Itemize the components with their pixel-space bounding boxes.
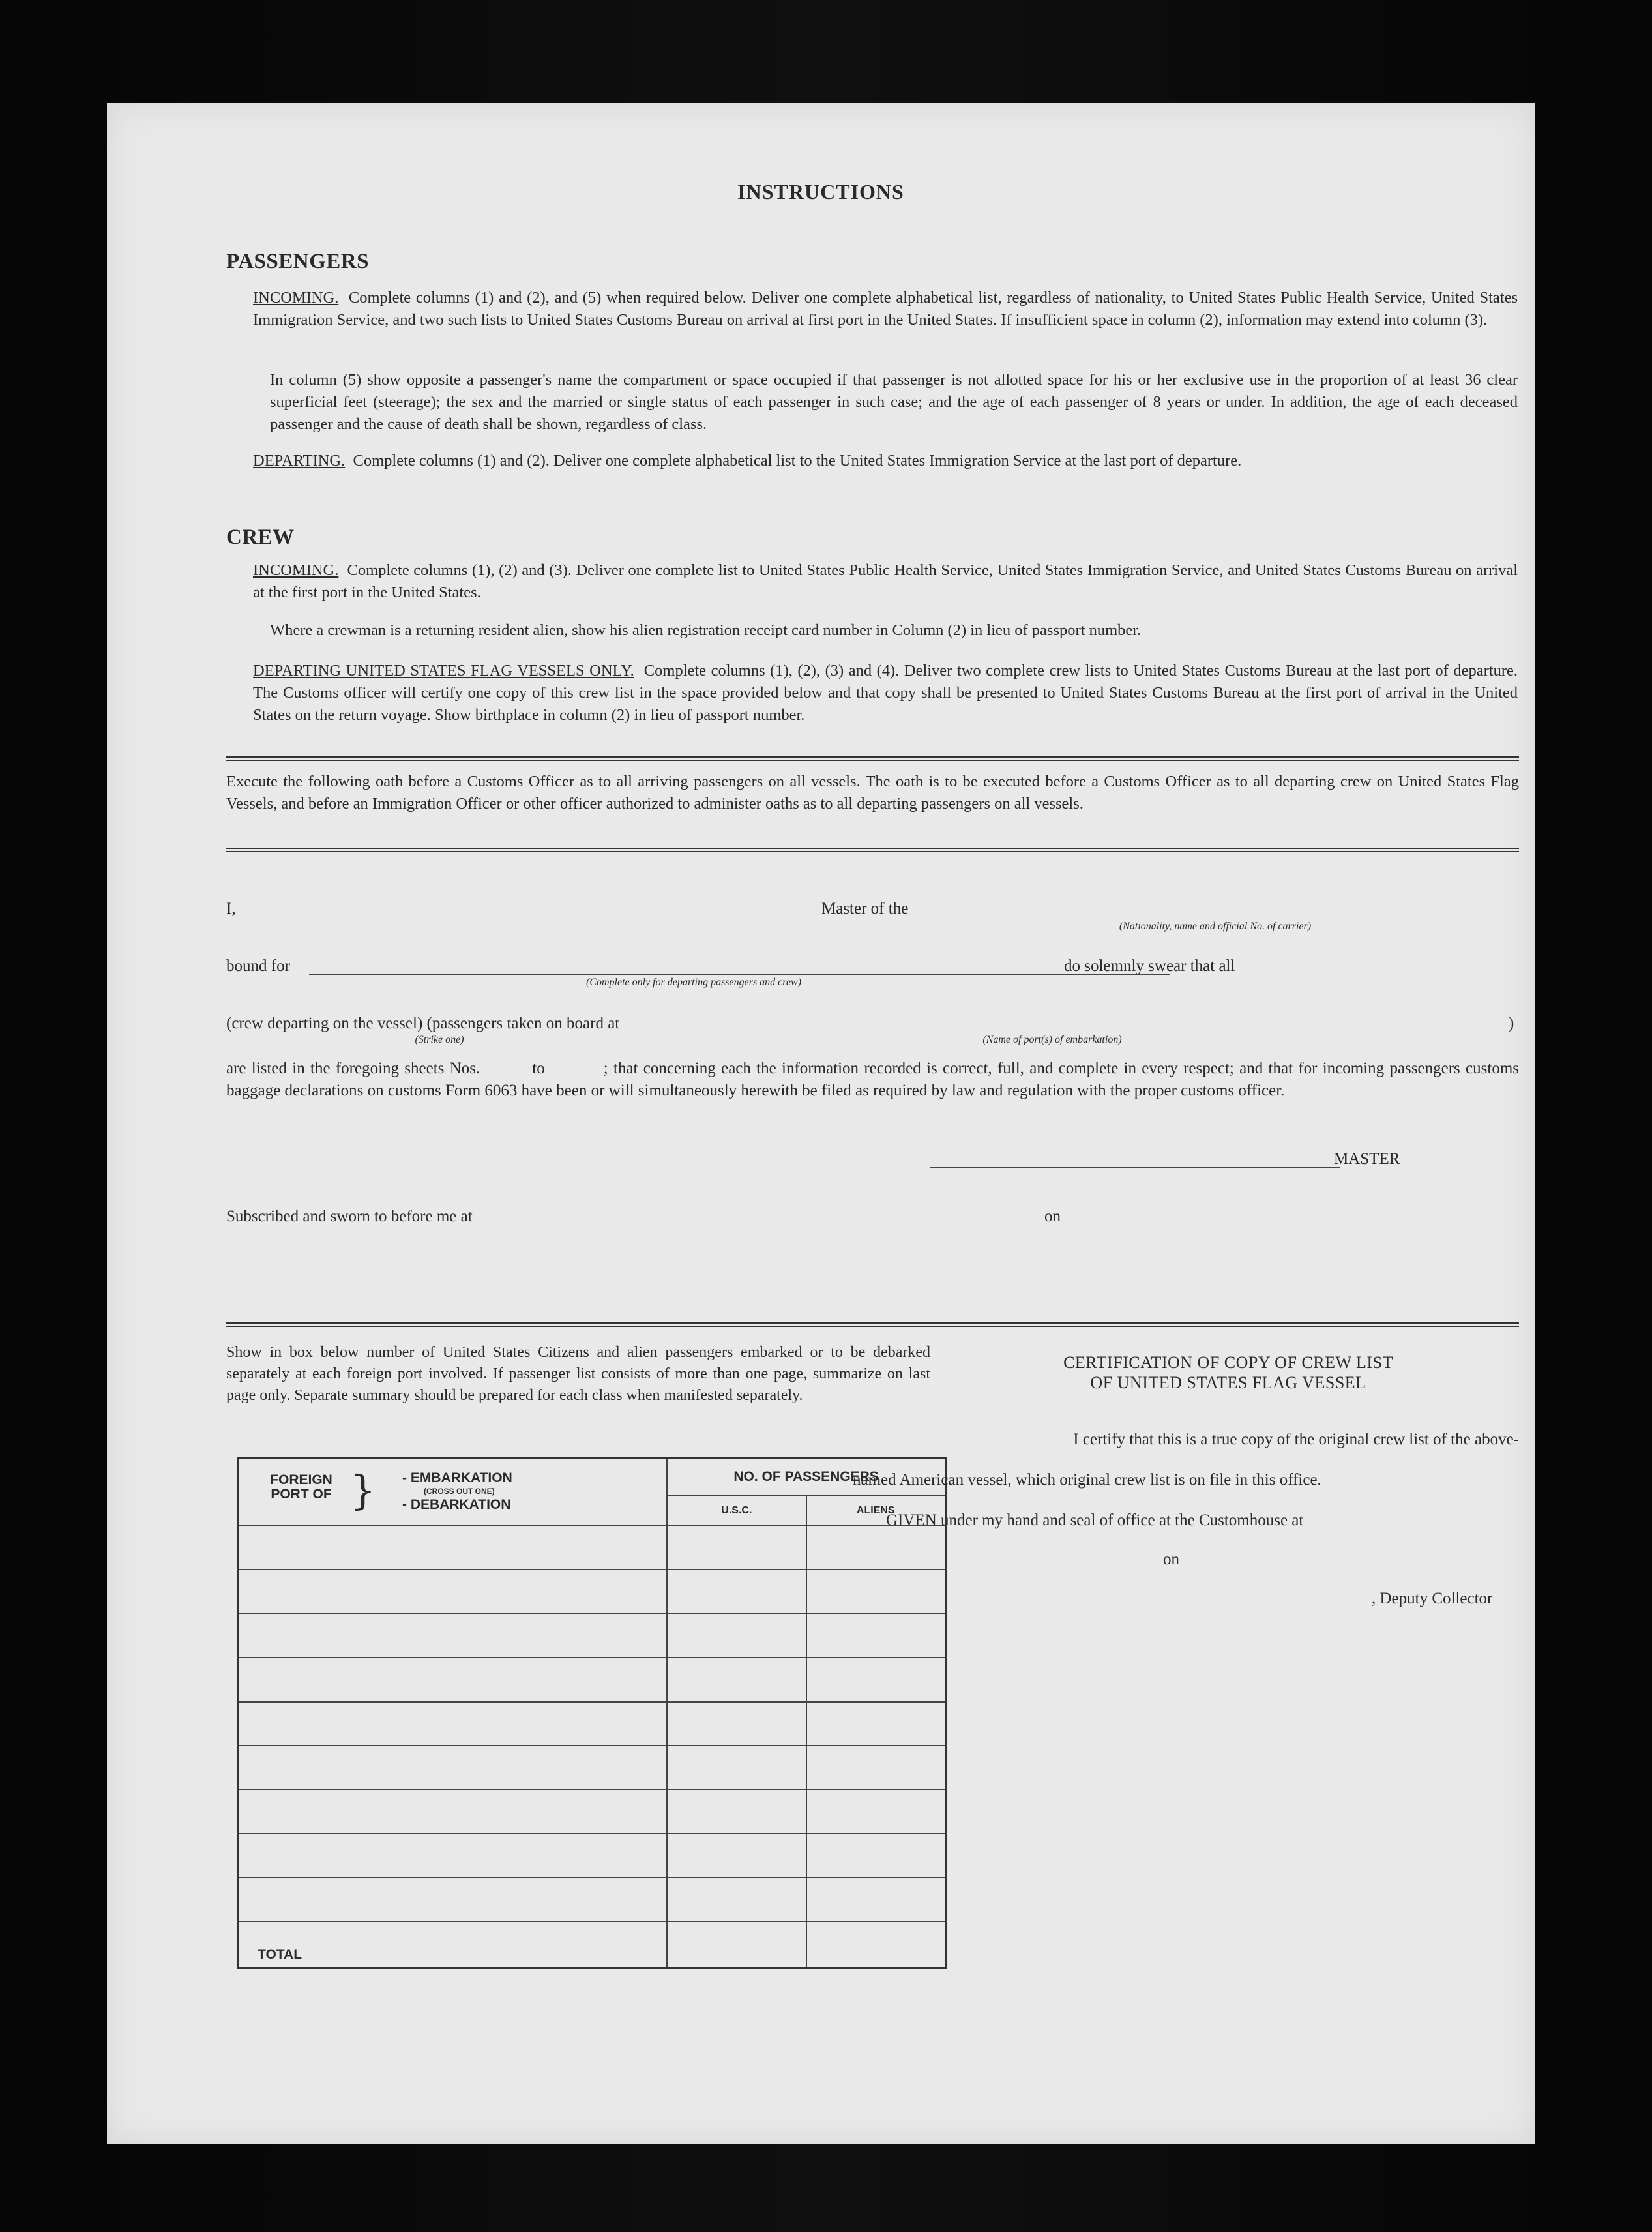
usc-cell[interactable] (667, 1614, 806, 1658)
cross-out-label: (CROSS OUT ONE) (424, 1487, 495, 1496)
passengers-heading: PASSENGERS (226, 250, 369, 273)
certification-heading-line-2: OF UNITED STATES FLAG VESSEL (1090, 1373, 1366, 1392)
listed-to-label: to (532, 1060, 545, 1077)
carrier-caption: (Nationality, name and official No. of carrier) (1119, 921, 1312, 932)
crew-incoming-lead: INCOMING. (253, 561, 339, 579)
port-cell[interactable] (239, 1834, 668, 1877)
usc-cell[interactable] (667, 1789, 806, 1833)
usc-cell[interactable] (667, 1570, 806, 1613)
passengers-column5-paragraph: In column (5) show opposite a passenger's name the compartment or space occupied if that passenger is not allotted space for his or her exclusive use in the proportion of at least 36 clear superficial feet (steerage); the sex and the married or single status of each passenger in such case; and the age of each passenger of 8 years or under. In addition, the age of each deceased passenger and the cause of death shall be shown, regardless of class. (270, 371, 1518, 433)
aliens-cell[interactable] (806, 1658, 946, 1701)
port-cell[interactable] (239, 1526, 668, 1570)
usc-cell[interactable] (667, 1658, 806, 1701)
form-page (107, 103, 1535, 2144)
port-cell[interactable] (239, 1877, 668, 1921)
passengers-departing-lead: DEPARTING. (253, 452, 346, 469)
debarkation-label: - DEBARKATION (402, 1497, 511, 1512)
passengers-incoming-text: Complete columns (1) and (2), and (5) when required below. Deliver one complete alphabetical list, regardless of nationality, to United States Public Health Service, United States Immigration Service, and two such lists to United States Customs Bureau on arrival at first port in the United States. If insufficient space in column (2), information may extend into column (3). (253, 289, 1518, 329)
listed-text-a: are listed in the foregoing sheets Nos. (226, 1060, 480, 1077)
usc-cell[interactable] (667, 1702, 806, 1746)
crew-departing-paragraph (253, 660, 1518, 726)
listed-text-b: ; that concerning each the information recorded is correct, full, and complete in every respect; and that for incoming passengers customs baggage declarations on customs Form 6063 have been or will simultaneously herewith be filed as required by law and regulation with the proper customs officer. (226, 1060, 1519, 1099)
passengers-departing-text: Complete columns (1) and (2). Deliver one complete alphabetical list to the United States Immigration Service at the last port of departure. (353, 452, 1242, 469)
crew-passengers-text: (crew departing on the vessel) (passengers taken on board at (226, 1015, 620, 1032)
foreign-port-of-label: FOREIGN PORT OF (270, 1472, 332, 1502)
certification-given: GIVEN under my hand and seal of office at the Customhouse at (886, 1511, 1304, 1529)
aliens-cell[interactable] (806, 1789, 946, 1833)
port-cell[interactable] (239, 1702, 668, 1746)
certification-text-2: named American vessel, which original crew list is on file in this office. (853, 1471, 1321, 1489)
passengers-departing-paragraph (253, 450, 1518, 472)
no-passengers-header: NO. OF PASSENGERS (667, 1458, 945, 1496)
section-divider (226, 756, 1519, 761)
usc-header: U.S.C. (667, 1496, 806, 1526)
oath-instruction: Execute the following oath before a Customs Officer as to all arriving passengers on all vessels. The oath is to be executed before a Customs Officer as to all departing crew on United States Flag Vessels, and before an Immigration Officer or other officer authorized to administer oaths as to all departing passengers on all vessels. (226, 773, 1519, 812)
strike-one-caption: (Strike one) (415, 1034, 464, 1045)
certification-heading-line-1: CERTIFICATION OF COPY OF CREW LIST (1063, 1353, 1393, 1372)
passengers-incoming-lead: INCOMING. (253, 289, 339, 306)
crew-incoming-paragraph (253, 559, 1518, 604)
aliens-header: ALIENS (806, 1496, 946, 1526)
aliens-cell[interactable] (806, 1834, 946, 1877)
port-cell[interactable] (239, 1746, 668, 1789)
page-title: INSTRUCTIONS (737, 180, 904, 203)
bound-for-line[interactable] (309, 974, 1170, 975)
aliens-cell[interactable] (806, 1570, 946, 1613)
summary-instruction: Show in box below number of United States Citizens and alien passengers embarked or to be debarked separately at each foreign port involved. If passenger list consists of more than one page, summarize on last page only. Separate summary should be prepared for each class when manifested separately. (226, 1344, 930, 1404)
aliens-cell[interactable] (806, 1877, 946, 1921)
subscribed-label: Subscribed and sworn to before me at (226, 1208, 473, 1225)
section-divider (226, 1322, 1519, 1327)
bound-caption: (Complete only for departing passengers and crew) (585, 977, 802, 988)
master-label: MASTER (1334, 1150, 1400, 1168)
swear-text: do solemnly swear that all (1064, 957, 1235, 975)
port-cell[interactable] (239, 1570, 668, 1613)
deputy-collector-label: , Deputy Collector (1372, 1590, 1493, 1607)
master-signature-line[interactable] (930, 1167, 1340, 1168)
usc-cell[interactable] (667, 1526, 806, 1570)
close-paren: ) (1509, 1015, 1514, 1032)
usc-cell[interactable] (667, 1877, 806, 1921)
bound-for-label: bound for (226, 957, 290, 975)
port-cell[interactable] (239, 1789, 668, 1833)
brace-icon: } (350, 1466, 376, 1514)
crew-departing-text: Complete columns (1), (2), (3) and (4). Deliver two complete crew lists to United States Customs Bureau at the last port of departure. The Customs officer will certify one copy of this crew list in the space provided below and that copy shall be presented to United States Customs Bureau at the first port of arrival in the United States on the return voyage. Show birthplace in column (2) in lieu of passport number. (253, 662, 1518, 724)
aliens-cell[interactable] (806, 1746, 946, 1789)
usc-total-cell[interactable] (667, 1922, 806, 1968)
certification-text-1: I certify that this is a true copy of the original crew list of the above- (1073, 1431, 1519, 1448)
subscribed-on-label: on (1044, 1208, 1061, 1225)
total-label: TOTAL (239, 1922, 668, 1968)
usc-cell[interactable] (667, 1834, 806, 1877)
certification-on-label: on (1163, 1551, 1179, 1568)
section-divider (226, 848, 1519, 852)
embarkation-label: - EMBARKATION (402, 1470, 512, 1485)
aliens-cell[interactable] (806, 1526, 946, 1570)
ports-caption: (Name of port(s) of embarkation) (982, 1034, 1122, 1045)
crew-heading: CREW (226, 526, 295, 549)
aliens-cell[interactable] (806, 1614, 946, 1658)
port-header-cell (239, 1458, 668, 1526)
aliens-total-cell[interactable] (806, 1922, 946, 1968)
port-cell[interactable] (239, 1614, 668, 1658)
port-cell[interactable] (239, 1658, 668, 1701)
crew-incoming-text: Complete columns (1), (2) and (3). Deliver one complete list to United States Public Health Service, United States Immigration Service, and United States Customs Bureau on arrival at the first port in the United States. (253, 561, 1518, 601)
crew-departing-lead: DEPARTING UNITED STATES FLAG VESSELS ONLY. (253, 662, 634, 679)
oath-i-label: I, (226, 900, 236, 917)
aliens-cell[interactable] (806, 1702, 946, 1746)
passengers-incoming-paragraph (253, 287, 1518, 331)
passenger-summary-table (237, 1457, 947, 1969)
crew-resident-paragraph: Where a crewman is a returning resident alien, show his alien registration receipt card number in Column (2) in lieu of passport number. (270, 621, 1142, 639)
usc-cell[interactable] (667, 1746, 806, 1789)
master-of-the-label: Master of the (821, 900, 909, 917)
certification-heading (935, 1352, 1522, 1393)
listed-sheets-paragraph (226, 1058, 1519, 1102)
